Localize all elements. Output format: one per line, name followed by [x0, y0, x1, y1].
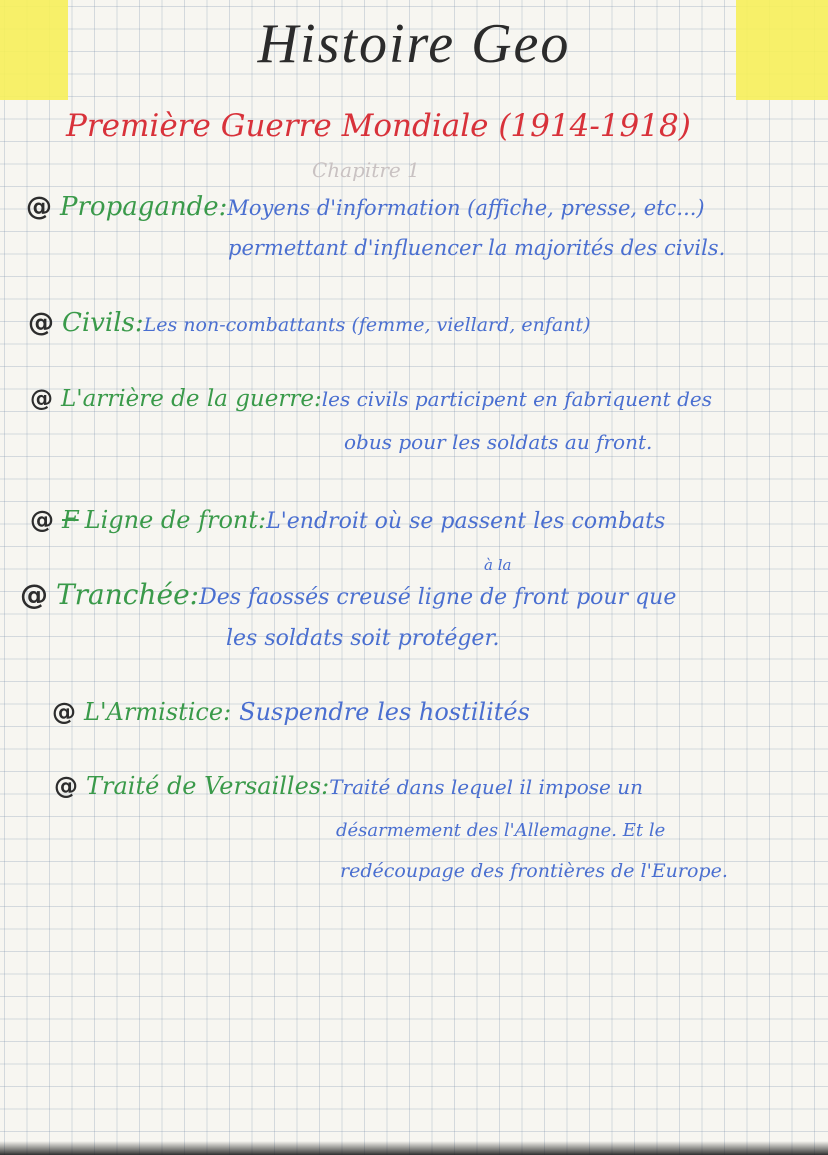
term: Civils [62, 308, 135, 338]
crossed-out-letter: F [62, 506, 79, 534]
inserted-note: à la [484, 556, 512, 574]
definition-line: Des faossés creusé ligne de front pour que [199, 585, 677, 610]
definition-line: redécoupage des frontières de l'Europe. [340, 860, 728, 882]
term: Ligne de front [84, 506, 259, 534]
definition-line: désarmement des l'Allemagne. Et le [336, 820, 666, 841]
definition-line: les soldats soit protéger. [226, 626, 500, 651]
chapter-note: Chapitre 1 [312, 158, 420, 182]
bullet-icon: @ [28, 308, 54, 338]
definition-line: L'endroit où se passent les combats [266, 509, 666, 534]
bullet-icon: @ [52, 698, 76, 726]
definition-line: Les non-combattants (femme, viellard, enfant) [143, 314, 591, 336]
term-colon: : [258, 506, 267, 534]
term: Propagande [60, 192, 219, 222]
bullet-icon: @ [20, 578, 48, 611]
term-colon: : [321, 772, 330, 800]
definition-line: Moyens d'information (affiche, presse, etc...) [227, 196, 705, 220]
term: Tranchée [56, 578, 190, 611]
bullet-icon: @ [30, 386, 53, 412]
chapter-subtitle: Première Guerre Mondiale (1914-1918) [66, 108, 691, 144]
term: L'Armistice [84, 698, 224, 726]
term: Traité de Versailles [86, 772, 322, 800]
term-colon: : [313, 386, 322, 412]
term-colon: : [189, 578, 200, 611]
bullet-icon: @ [30, 506, 54, 534]
definition-line: permettant d'influencer la majorités des civils. [228, 236, 726, 260]
definition-line: obus pour les soldats au front. [344, 430, 653, 454]
term-colon: : [134, 308, 144, 338]
bullet-icon: @ [26, 192, 52, 222]
definition-line: Suspendre les hostilités [239, 698, 530, 726]
term-colon: : [218, 192, 228, 222]
bullet-icon: @ [54, 772, 78, 800]
page-title: Histoire Geo [257, 13, 571, 75]
definition-line: les civils participent en fabriquent des [321, 387, 712, 411]
definition-line: Traité dans lequel il impose un [329, 775, 643, 799]
term-colon: : [223, 698, 232, 726]
term: L'arrière de la guerre [61, 386, 314, 412]
